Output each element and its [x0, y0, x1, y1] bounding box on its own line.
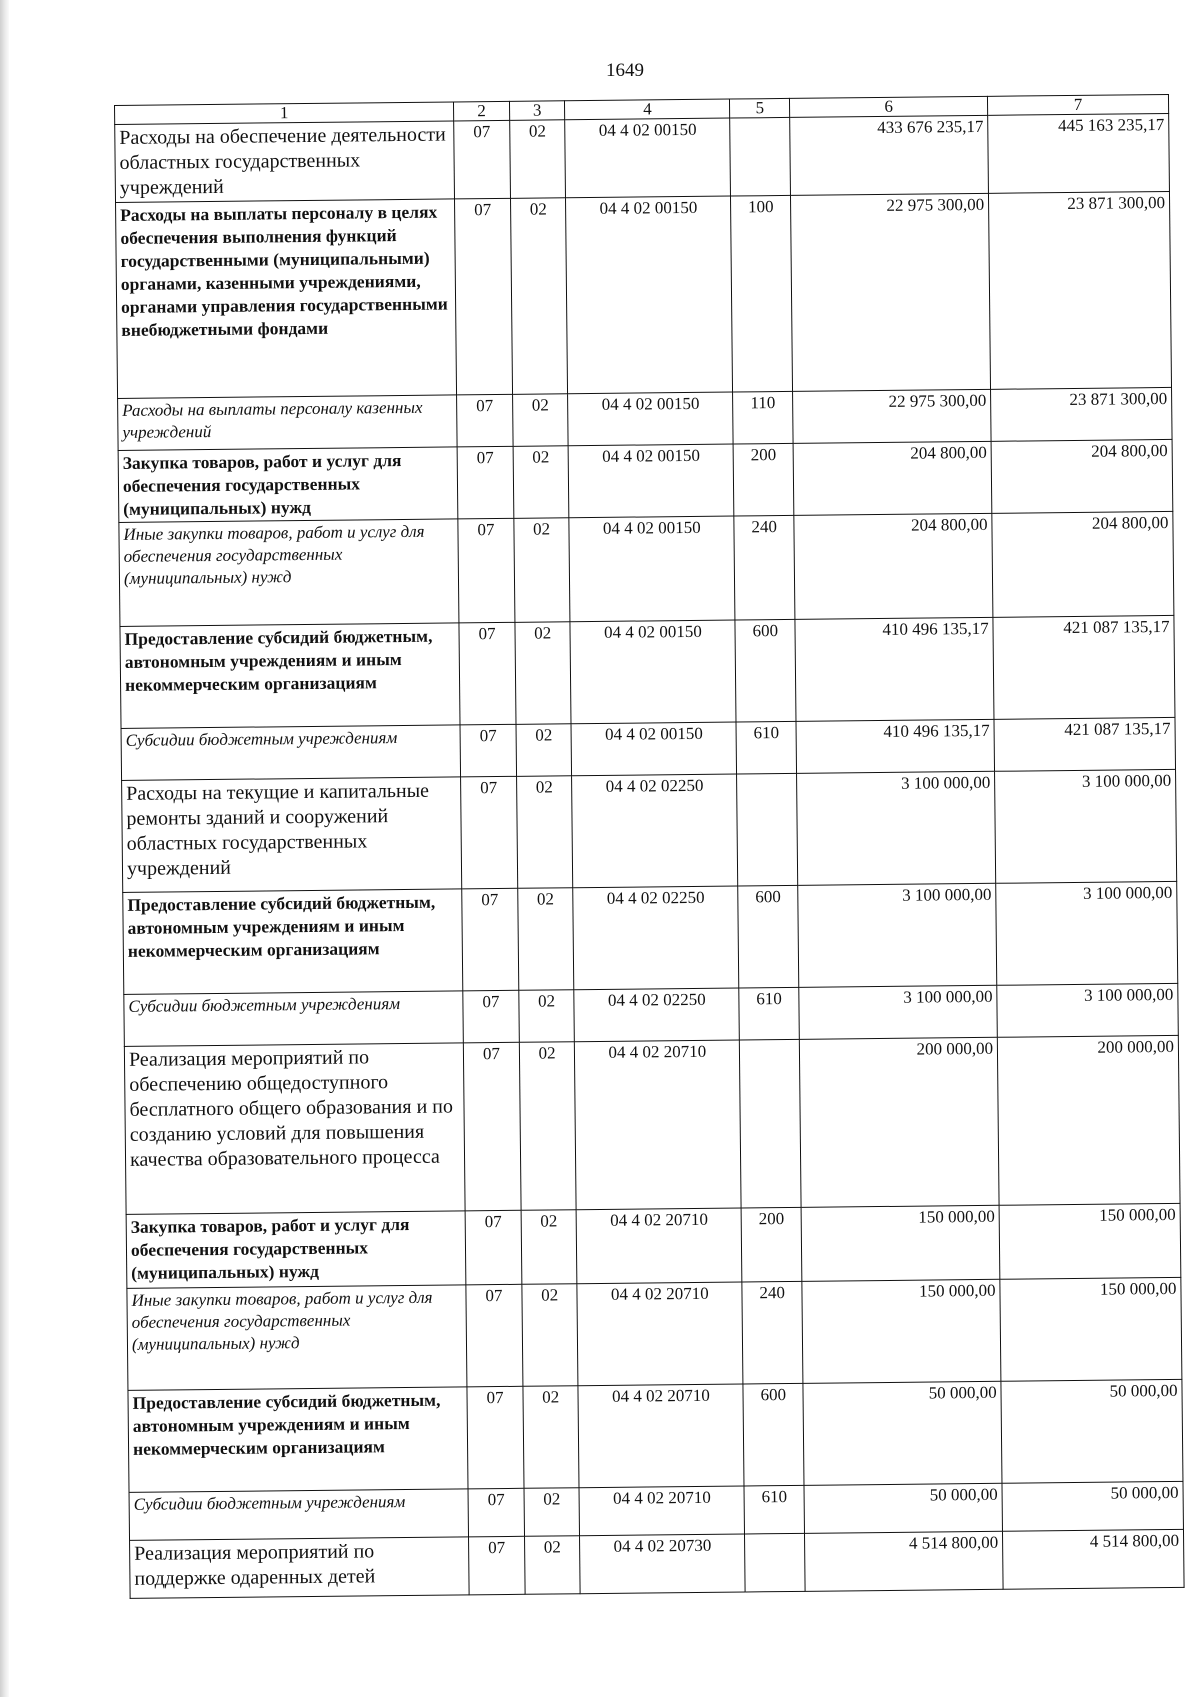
section-code: 07 — [469, 1536, 525, 1595]
row-name: Расходы на обеспечение деятельности областных государственных учреждений — [115, 121, 455, 203]
amount-col-6: 50 000,00 — [803, 1381, 1002, 1485]
table-row — [128, 1379, 1183, 1492]
amount-col-6: 200 000,00 — [800, 1037, 1000, 1207]
section-code: 07 — [461, 776, 518, 889]
target-article-code: 04 4 02 00150 — [568, 392, 733, 446]
amount-col-7: 421 087 135,17 — [994, 717, 1175, 771]
section-code: 07 — [460, 724, 516, 777]
column-header: 6 — [790, 96, 988, 117]
section-code: 07 — [458, 518, 515, 623]
table-row — [122, 769, 1177, 892]
subsection-code: 02 — [519, 990, 575, 1043]
subsection-code: 02 — [514, 518, 571, 623]
target-article-code: 04 4 02 20710 — [577, 1208, 743, 1284]
amount-col-7: 3 100 000,00 — [995, 769, 1177, 883]
row-name: Субсидии бюджетным учреждениям — [121, 725, 461, 781]
amount-col-6: 410 496 135,17 — [795, 617, 994, 721]
target-article-code: 04 4 02 00150 — [569, 444, 735, 518]
expense-type-code: 600 — [738, 885, 799, 988]
expense-type-code: 100 — [731, 195, 793, 392]
amount-col-7: 200 000,00 — [997, 1035, 1180, 1205]
row-name: Закупка товаров, работ и услуг для обеспечения государственных (муниципальных) нужд — [126, 1211, 466, 1289]
subsection-code: 02 — [515, 622, 572, 725]
amount-col-6: 3 100 000,00 — [798, 883, 997, 987]
subsection-code: 02 — [523, 1386, 580, 1489]
row-name: Предоставление субсидий бюджетным, автономным учреждениям и иным некоммерческим организациям — [123, 889, 463, 995]
subsection-code: 02 — [513, 446, 569, 519]
subsection-code: 02 — [516, 724, 572, 777]
row-name: Реализация мероприятий по обеспечению общедоступного бесплатного общего образования и по созданию условий для повышения качества образовательного процесса — [124, 1043, 465, 1215]
section-code: 07 — [464, 1042, 521, 1211]
amount-col-6: 410 496 135,17 — [796, 719, 994, 773]
amount-col-7: 150 000,00 — [999, 1203, 1181, 1279]
table-row — [118, 439, 1173, 522]
target-article-code: 04 4 02 00150 — [570, 620, 736, 724]
row-name: Расходы на текущие и капитальные ремонты зданий и сооружений областных государственных учреждений — [122, 777, 462, 893]
expense-type-code: 610 — [739, 987, 799, 1040]
amount-col-7: 50 000,00 — [1001, 1379, 1183, 1483]
expense-type-code: 610 — [744, 1485, 804, 1534]
section-code: 07 — [459, 622, 516, 725]
amount-col-7: 421 087 135,17 — [993, 615, 1175, 719]
column-header: 7 — [988, 94, 1169, 115]
expense-type-code: 240 — [734, 515, 795, 620]
table-row — [123, 881, 1178, 994]
table-row — [124, 1035, 1180, 1214]
target-article-code: 04 4 02 20730 — [580, 1534, 745, 1594]
amount-col-7: 3 100 000,00 — [997, 983, 1178, 1037]
subsection-code: 02 — [510, 120, 566, 199]
target-article-code: 04 4 02 00150 — [569, 516, 735, 622]
expense-type-code — [737, 773, 798, 886]
row-name: Субсидии бюджетным учреждениям — [129, 1489, 469, 1541]
amount-col-7: 204 800,00 — [991, 439, 1173, 513]
amount-col-6: 433 676 235,17 — [790, 115, 989, 195]
expense-type-code: 600 — [735, 619, 796, 722]
subsection-code: 02 — [512, 394, 568, 447]
target-article-code: 04 4 02 02250 — [574, 988, 739, 1042]
subsection-code: 02 — [518, 888, 575, 991]
subsection-code: 02 — [510, 198, 568, 395]
section-code: 07 — [457, 394, 513, 447]
section-code: 07 — [457, 446, 513, 519]
subsection-code: 02 — [524, 1488, 580, 1537]
section-code: 07 — [467, 1386, 524, 1489]
amount-col-6: 3 100 000,00 — [797, 771, 996, 885]
amount-col-6: 4 514 800,00 — [805, 1531, 1004, 1591]
expense-type-code: 600 — [743, 1383, 804, 1486]
expense-type-code — [745, 1533, 806, 1592]
target-article-code: 04 4 02 02250 — [572, 774, 738, 888]
table-row — [119, 511, 1174, 626]
target-article-code: 04 4 02 00150 — [566, 196, 733, 394]
expense-type-code — [740, 1039, 802, 1208]
expense-type-code: 200 — [741, 1207, 802, 1282]
row-name: Иные закупки товаров, работ и услуг для обеспечения государственных (муниципальных) нужд — [127, 1285, 467, 1391]
amount-col-7: 445 163 235,17 — [988, 113, 1170, 193]
amount-col-6: 150 000,00 — [802, 1279, 1001, 1383]
amount-col-6: 150 000,00 — [801, 1205, 1000, 1281]
expense-type-code: 110 — [733, 391, 793, 444]
expense-type-code: 240 — [742, 1281, 803, 1384]
subsection-code: 02 — [522, 1284, 579, 1387]
target-article-code: 04 4 02 20710 — [577, 1282, 743, 1386]
subsection-code: 02 — [524, 1536, 580, 1595]
target-article-code: 04 4 02 02250 — [573, 886, 739, 990]
budget-table — [114, 94, 1185, 1599]
amount-col-6: 22 975 300,00 — [791, 193, 991, 391]
column-header: 5 — [730, 98, 790, 118]
table-row — [116, 191, 1172, 398]
scan-edge — [0, 0, 9, 1697]
expense-type-code — [730, 117, 791, 196]
amount-col-7: 23 871 300,00 — [989, 191, 1172, 389]
row-name: Реализация мероприятий по поддержке одаренных детей — [130, 1537, 470, 1599]
column-header: 3 — [509, 101, 565, 121]
amount-col-7: 4 514 800,00 — [1003, 1529, 1184, 1589]
row-name: Предоставление субсидий бюджетным, автономным учреждениям и иным некоммерческим организациям — [120, 623, 460, 729]
section-code: 07 — [468, 1488, 524, 1537]
expense-type-code: 200 — [733, 443, 794, 516]
table-row — [127, 1277, 1182, 1390]
table-row — [126, 1203, 1181, 1288]
subsection-code: 02 — [521, 1210, 577, 1285]
column-header: 1 — [115, 102, 454, 125]
amount-col-7: 50 000,00 — [1002, 1481, 1183, 1531]
page-number: 1649 — [606, 60, 644, 81]
target-article-code: 04 4 02 00150 — [571, 722, 736, 776]
section-code: 07 — [466, 1284, 523, 1387]
row-name: Субсидии бюджетным учреждениям — [124, 991, 464, 1047]
amount-col-6: 22 975 300,00 — [793, 389, 991, 443]
table-row — [115, 113, 1170, 202]
amount-col-6: 50 000,00 — [804, 1483, 1002, 1533]
amount-col-7: 150 000,00 — [1000, 1277, 1182, 1381]
section-code: 07 — [455, 198, 513, 395]
row-name: Предоставление субсидий бюджетным, автономным учреждениям и иным некоммерческим организациям — [128, 1387, 468, 1493]
target-article-code: 04 4 02 20710 — [575, 1040, 742, 1210]
amount-col-7: 23 871 300,00 — [991, 387, 1172, 441]
subsection-code: 02 — [519, 1042, 576, 1211]
row-name: Закупка товаров, работ и услуг для обеспечения государственных (муниципальных) нужд — [118, 447, 458, 523]
column-header: 2 — [454, 101, 510, 121]
target-article-code: 04 4 02 20710 — [578, 1384, 744, 1488]
expense-type-code: 610 — [736, 721, 796, 774]
amount-col-6: 3 100 000,00 — [799, 985, 997, 1039]
row-name: Расходы на выплаты персоналу в целях обеспечения выполнения функций государственными (муниципальными) органами, казенными учреждениями, органами управления государственными внебюджетными фондами — [116, 199, 457, 399]
table-row — [120, 615, 1175, 728]
subsection-code: 02 — [516, 776, 573, 889]
amount-col-6: 204 800,00 — [794, 513, 993, 619]
target-article-code: 04 4 02 20710 — [579, 1486, 744, 1536]
section-code: 07 — [465, 1210, 521, 1285]
table-row — [130, 1529, 1185, 1598]
section-code: 07 — [454, 120, 510, 199]
section-code: 07 — [462, 888, 519, 991]
amount-col-7: 3 100 000,00 — [996, 881, 1178, 985]
row-name: Иные закупки товаров, работ и услуг для обеспечения государственных (муниципальных) нужд — [119, 519, 459, 627]
row-name: Расходы на выплаты персоналу казенных учреждений — [118, 395, 458, 451]
column-header: 4 — [565, 99, 730, 120]
amount-col-7: 204 800,00 — [992, 511, 1174, 617]
amount-col-6: 204 800,00 — [793, 441, 992, 515]
target-article-code: 04 4 02 00150 — [565, 118, 731, 198]
section-code: 07 — [463, 990, 519, 1043]
